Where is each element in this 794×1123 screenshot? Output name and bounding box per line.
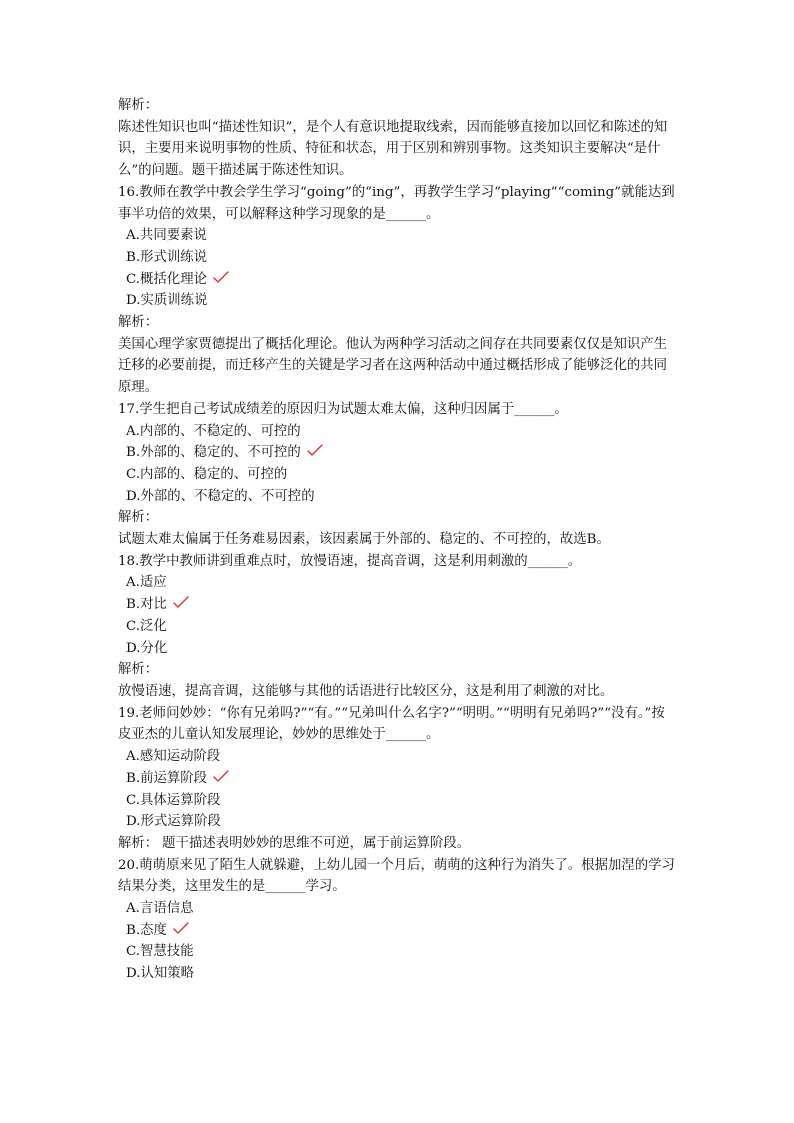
- question-stem: 17.学生把自己考试成绩差的原因归为试题太难太偏，这种归因属于______。: [118, 401, 568, 417]
- question-stem: 20.萌萌原来见了陌生人就躲避，上幼儿园一个月后，萌萌的这种行为消失了。根据加涅的学习结果分类，这里发生的是______学习。: [118, 857, 675, 895]
- analysis-label: 解析：: [118, 510, 159, 526]
- answer-option: [118, 898, 678, 920]
- answer-option: [118, 811, 678, 833]
- option-text: B.前运算阶段: [126, 770, 208, 786]
- answer-option: [118, 790, 678, 812]
- option-text: A.感知运动阶段: [126, 749, 221, 765]
- answer-option: [118, 486, 678, 508]
- answer-option: [118, 638, 678, 660]
- analysis-label: 解析：: [118, 315, 159, 331]
- option-text: C.智慧技能: [126, 944, 194, 960]
- answer-option: [118, 421, 678, 443]
- answer-option: [118, 594, 678, 616]
- option-text: B.态度: [126, 922, 167, 938]
- question-list: [118, 182, 678, 985]
- answer-option: [118, 269, 678, 291]
- option-text: B.形式训练说: [126, 249, 208, 265]
- answer-option: [118, 572, 678, 594]
- option-text: A.共同要素说: [126, 228, 207, 244]
- answer-option: [118, 464, 678, 486]
- answer-option: [118, 442, 678, 464]
- option-text: D.外部的、不稳定的、不可控的: [126, 488, 315, 504]
- analysis-text: 陈述性知识也叫“描述性知识”，是个人有意识地提取线索，因而能够直接加以回忆和陈述的知识，主要用来说明事物的性质、特征和状态，用于区别和辨别事物。这类知识主要解决“是什么”的问题。题干描述属于陈述性知识。: [118, 119, 668, 179]
- answer-option: [118, 768, 678, 790]
- question-stem: 16.教师在教学中教会学生学习“going”的“ing”，再教学生学习“playing”“coming”就能达到事半功倍的效果，可以解释这种学习现象的是______。: [118, 184, 675, 222]
- option-text: C.概括化理论: [126, 271, 207, 287]
- question-stem: 18.教学中教师讲到重难点时，放慢语速，提高音调，这是利用刺激的______。: [118, 553, 582, 569]
- analysis-text: 放慢语速，提高音调，这能够与其他的话语进行比较区分，这是利用了刺激的对比。: [118, 683, 614, 699]
- checkmark-icon: [213, 769, 229, 783]
- checkmark-icon: [173, 921, 189, 935]
- option-text: D.认知策略: [126, 966, 195, 982]
- document-page: [118, 95, 678, 985]
- option-text: D.分化: [126, 640, 168, 656]
- analysis-label: 解析：: [118, 835, 159, 851]
- option-text: D.实质训练说: [126, 293, 208, 309]
- answer-option: [118, 616, 678, 638]
- question-stem: 19.老师问妙妙：“你有兄弟吗?”“有。”“兄弟叫什么名字?”“明明。”“明明有兄弟吗?”“没有。”按皮亚杰的儿童认知发展理论，妙妙的思维处于______。: [118, 705, 665, 743]
- answer-option: [118, 941, 678, 963]
- answer-option: [118, 290, 678, 312]
- option-text: C.泛化: [126, 618, 167, 634]
- answer-option: [118, 746, 678, 768]
- answer-option: [118, 920, 678, 942]
- option-text: B.外部的、稳定的、不可控的: [126, 445, 301, 461]
- analysis-label: 解析：: [118, 98, 159, 113]
- option-text: A.言语信息: [126, 901, 194, 917]
- option-text: B.对比: [126, 597, 167, 613]
- analysis-text: 题干描述表明妙妙的思维不可逆，属于前运算阶段。: [162, 835, 471, 851]
- option-text: C.内部的、稳定的、可控的: [126, 466, 288, 482]
- analysis-text: 美国心理学家贾德提出了概括化理论。他认为两种学习活动之间存在共同要素仅仅是知识产生迁移的必要前提，而迁移产生的关键是学习者在这两种活动中通过概括形成了能够泛化的共同原理。: [118, 336, 668, 396]
- checkmark-icon: [213, 270, 229, 284]
- answer-option: [118, 963, 678, 985]
- analysis-label: 解析：: [118, 662, 159, 678]
- option-text: A.内部的、不稳定的、可控的: [126, 423, 301, 439]
- checkmark-icon: [173, 595, 189, 609]
- answer-option: [118, 247, 678, 269]
- option-text: C.具体运算阶段: [126, 792, 221, 808]
- analysis-text: 试题太难太偏属于任务难易因素，该因素属于外部的、稳定的、不可控的，故选B。: [118, 532, 610, 548]
- checkmark-icon: [307, 443, 323, 457]
- option-text: D.形式运算阶段: [126, 814, 221, 830]
- option-text: A.适应: [126, 575, 167, 591]
- answer-option: [118, 225, 678, 247]
- analysis-block: [118, 833, 678, 855]
